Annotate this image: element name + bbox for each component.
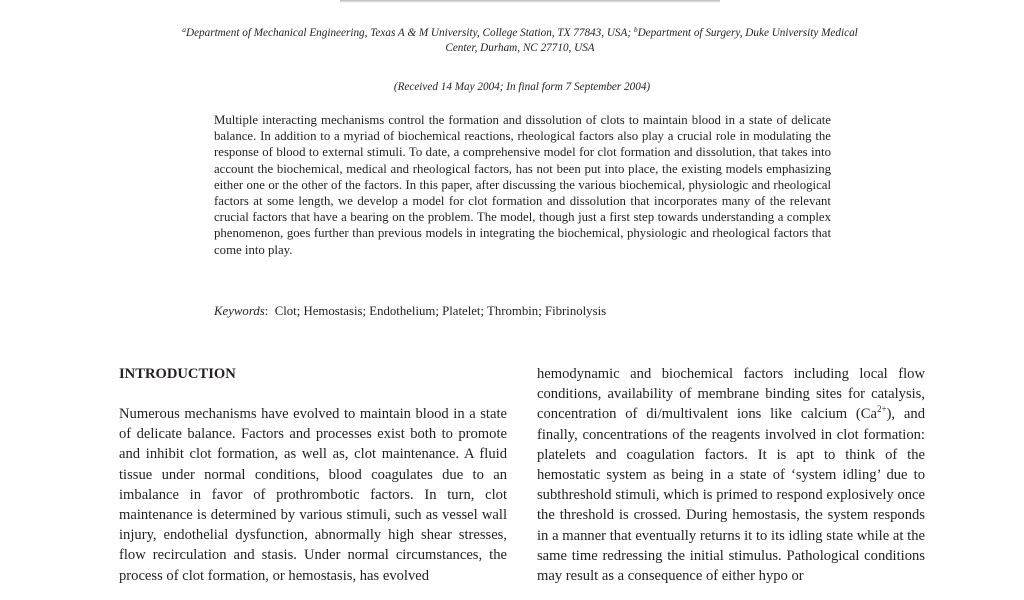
received-dates: (Received 14 May 2004; In final form 7 September 2004) [393, 81, 651, 93]
introduction-left-text: Numerous mechanisms have evolved to maintain blood in a state of delicate balance. Factors and processes exist both to promote and inhibit clot formation, as well as, clot maintenance. A fluid tissue under normal conditions, blood coagulates due to an imbalance in favor of prothrombotic factors. In turn, clot maintenance is determined by various stimuli, such as vessel wall injury, endothelial dysfunction, abnormally high shear stresses, flow recirculation and stasis. Under normal circumstances, the process of clot formation, or hemostasis, has evolved [119, 406, 507, 584]
right-column [537, 364, 925, 586]
affiliation-a-text: Department of Mechanical Engineering, Texas A & M University, College Station, TX 77843, USA; [185, 27, 632, 39]
cropped-title-edge [340, 0, 720, 3]
affiliation-a [182, 27, 634, 39]
affiliations [100, 26, 940, 56]
keywords-separator: : [264, 304, 269, 318]
affiliation-mark-b: b [633, 25, 638, 34]
introduction-heading: INTRODUCTION [119, 366, 236, 382]
affiliation-mark-a: a [182, 25, 186, 34]
left-column [119, 364, 507, 586]
abstract: Multiple interacting mechanisms control the formation and dissolution of clots to maintain blood in a state of delicate balance. In addition to a myriad of biochemical reactions, rheological factors also play a crucial role in modulating the response of blood to external stimuli. To date, a comprehensive model for clot formation and dissolution, that takes into account the biochemical, medical and rheological factors, has not been put into place, the existing models emphasizing either one or the other of the factors. In this paper, after discussing the various biochemical, physiologic and rheological factors at some length, we develop a model for clot formation and dissolution that incorporates many of the relevant crucial factors that have a bearing on the problem. The model, though just a first step towards understanding a complex phenomenon, goes further than previous models in integrating the biochemical, physiologic and rheological factors that come into play. [214, 113, 831, 257]
affiliation-b-text-line2: Center, Durham, NC 27710, USA [445, 42, 595, 54]
right-text-part1: hemodynamic and biochemical factors including local flow conditions, availability of membrane binding sites for catalysis, concentration of di/multivalent ions like calcium (Ca [537, 366, 925, 423]
affiliation-b-text-line1: Department of Surgery, Duke University Medical [637, 27, 858, 39]
introduction-right-text [537, 364, 925, 586]
keywords-list: Clot; Hemostasis; Endothelium; Platelet; Thrombin; Fibrinolysis [274, 304, 607, 318]
calcium-superscript: 2+ [876, 404, 887, 415]
keywords [214, 304, 831, 319]
right-text-part2: ), and finally, concentrations of the reagents involved in clot formation: platelets and coagulation factors. It is apt to think of the hemostatic system as being in a state of ‘system idling’ due to subthreshold stimuli, which is primed to respond explosively once the threshold is crossed. During hemostasis, the system responds in a manner that eventually returns it to its idling state while at the same time redressing the initial stimulus. Pathological conditions may result as a consequence of either hypo or [537, 406, 925, 585]
keywords-label: Keywords [214, 304, 265, 318]
